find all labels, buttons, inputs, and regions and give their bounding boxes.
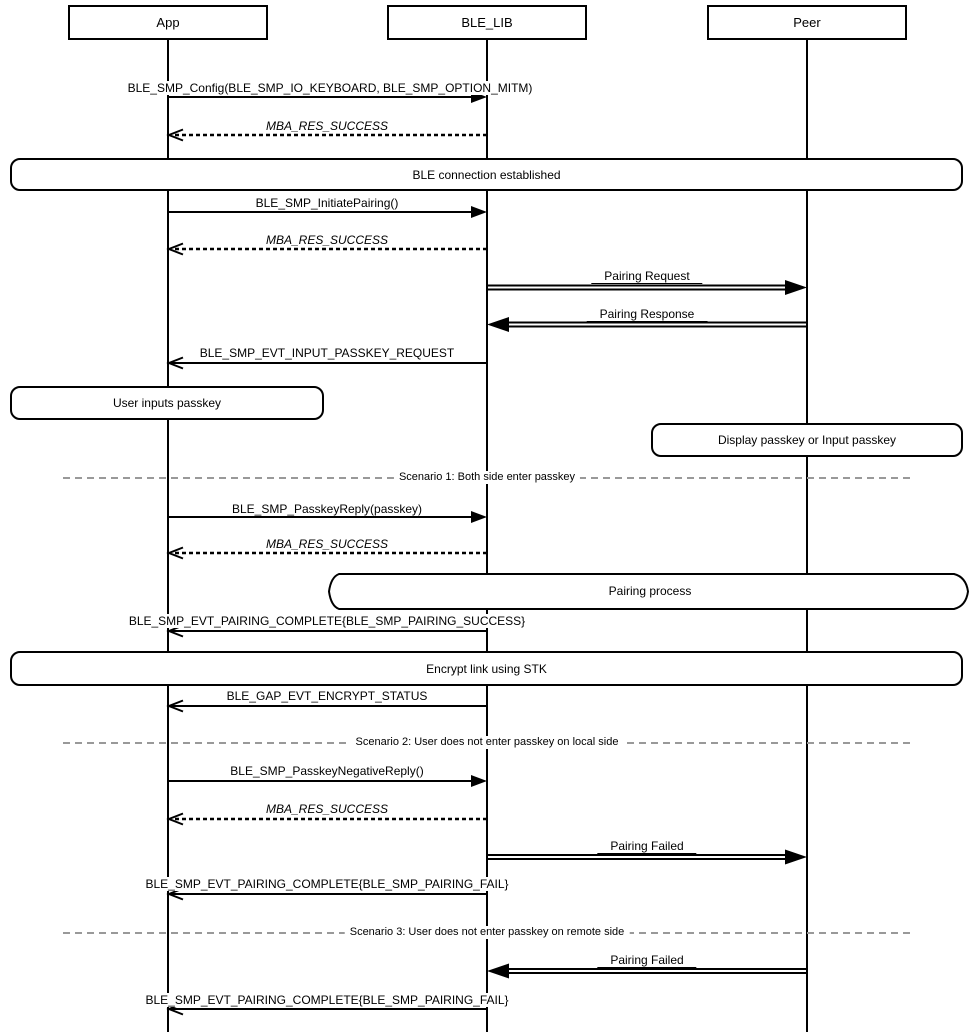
message-label-pairing-response: Pairing Response bbox=[587, 307, 708, 322]
message-label-initiate-pairing: BLE_SMP_InitiatePairing() bbox=[253, 196, 402, 210]
note-user-inputs-passkey-label: User inputs passkey bbox=[112, 396, 222, 410]
note-display-or-input-passkey-label: Display passkey or Input passkey bbox=[717, 433, 897, 447]
note-encrypt-link-label: Encrypt link using STK bbox=[426, 661, 547, 676]
message-label-pairing-failed-remote: Pairing Failed bbox=[597, 953, 696, 968]
message-label-evt-pairing-complete-fail-1: BLE_SMP_EVT_PAIRING_COMPLETE{BLE_SMP_PAIRING_FAIL} bbox=[142, 877, 511, 891]
note-display-or-input-passkey bbox=[651, 423, 963, 457]
message-label-passkey-negative-reply: BLE_SMP_PasskeyNegativeReply() bbox=[227, 764, 426, 778]
divider-scenario1-label: Scenario 1: Both side enter passkey bbox=[394, 471, 580, 484]
message-label-pairing-failed-local: Pairing Failed bbox=[597, 839, 696, 854]
message-label-gap-evt-encrypt-status: BLE_GAP_EVT_ENCRYPT_STATUS bbox=[224, 689, 431, 703]
pairing-process-label: Pairing process bbox=[608, 584, 692, 598]
message-label-mba-res-success-1: MBA_RES_SUCCESS bbox=[263, 119, 391, 133]
lifeline-header-ble-lib bbox=[387, 5, 587, 40]
note-user-inputs-passkey bbox=[10, 386, 324, 420]
message-label-mba-res-success-2: MBA_RES_SUCCESS bbox=[263, 233, 391, 247]
message-label-smp-config: BLE_SMP_Config(BLE_SMP_IO_KEYBOARD, BLE_SMP_OPTION_MITM) bbox=[125, 81, 536, 95]
message-label-evt-input-passkey-request: BLE_SMP_EVT_INPUT_PASSKEY_REQUEST bbox=[197, 346, 458, 360]
note-encrypt-link bbox=[10, 651, 963, 686]
message-label-mba-res-success-3: MBA_RES_SUCCESS bbox=[263, 537, 391, 551]
message-label-evt-pairing-complete-success: BLE_SMP_EVT_PAIRING_COMPLETE{BLE_SMP_PAIRING_SUCCESS} bbox=[126, 614, 528, 628]
divider-scenario2-label: Scenario 2: User does not enter passkey on local side bbox=[351, 736, 624, 749]
note-connection-established bbox=[10, 158, 963, 191]
message-label-passkey-reply: BLE_SMP_PasskeyReply(passkey) bbox=[229, 502, 425, 516]
message-label-pairing-request: Pairing Request bbox=[591, 269, 702, 284]
lifeline-header-app-label: App bbox=[156, 15, 180, 30]
message-label-evt-pairing-complete-fail-2: BLE_SMP_EVT_PAIRING_COMPLETE{BLE_SMP_PAIRING_FAIL} bbox=[142, 993, 511, 1007]
message-label-mba-res-success-4: MBA_RES_SUCCESS bbox=[263, 802, 391, 816]
lifeline-header-peer-label: Peer bbox=[793, 15, 821, 30]
lifeline-header-peer bbox=[707, 5, 907, 40]
divider-scenario3-label: Scenario 3: User does not enter passkey on remote side bbox=[345, 926, 630, 939]
lifeline-header-ble-lib-label: BLE_LIB bbox=[461, 15, 513, 30]
note-connection-established-label: BLE connection established bbox=[412, 167, 561, 182]
lifeline-header-app bbox=[68, 5, 268, 40]
